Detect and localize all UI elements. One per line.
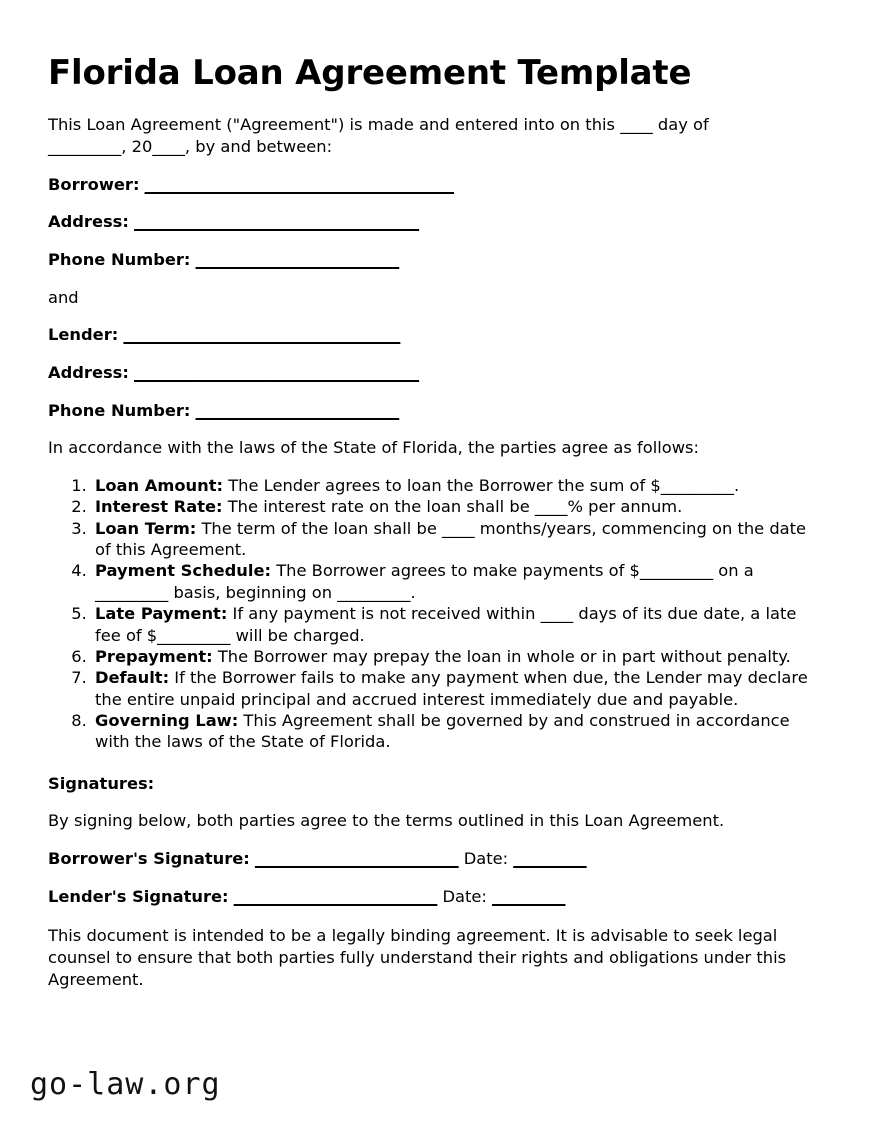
lender-phone-blank[interactable]: _________________________	[195, 400, 400, 420]
borrower-signature-label: Borrower's Signature:	[48, 848, 250, 868]
borrower-name-label: Borrower:	[48, 174, 140, 194]
borrower-phone-blank[interactable]: _________________________	[195, 250, 400, 270]
clause-term: Loan Amount:	[95, 476, 224, 496]
borrower-address-blank[interactable]: ___________________________________	[134, 212, 419, 232]
lender-phone-field	[48, 400, 821, 422]
borrower-address-label: Address:	[48, 212, 129, 232]
borrower-name-blank[interactable]: ______________________________________	[144, 174, 454, 194]
lender-signature-row	[48, 886, 821, 908]
list-item	[92, 560, 821, 603]
closing-disclaimer: This document is intended to be a legally binding agreement. It is advisable to seek legal counsel to ensure that both parties fully understand their rights and obligations under this Agreement.	[48, 926, 787, 989]
clause-term: Payment Schedule:	[95, 561, 272, 581]
lender-signature-label: Lender's Signature:	[48, 886, 229, 906]
borrower-signature-row	[48, 848, 821, 870]
lender-date-label: Date:	[442, 886, 487, 906]
clause-term: Loan Term:	[95, 518, 197, 538]
signature-statement: By signing below, both parties agree to the terms outlined in this Loan Agreement.	[48, 811, 725, 831]
clause-term: Default:	[95, 668, 170, 688]
lender-name-field	[48, 324, 821, 346]
lender-address-field	[48, 362, 821, 384]
list-item	[92, 646, 821, 667]
page-title: Florida Loan Agreement Template	[48, 53, 692, 93]
list-item	[92, 518, 821, 561]
clause-text: The interest rate on the loan shall be ____% per annum.	[222, 497, 683, 517]
list-item	[92, 710, 821, 753]
borrower-name-field	[48, 174, 821, 196]
borrower-address-field	[48, 211, 821, 233]
borrower-signature-blank[interactable]: _________________________	[254, 848, 459, 868]
lender-address-label: Address:	[48, 363, 129, 383]
clause-list	[48, 475, 821, 752]
accordance-paragraph: In accordance with the laws of the State of Florida, the parties agree as follows:	[48, 438, 699, 458]
borrower-date-label: Date:	[463, 848, 509, 868]
list-item	[92, 496, 821, 517]
clause-text: The term of the loan shall be ____ months/years, commencing on the date of this Agreement.	[95, 518, 807, 560]
list-item	[92, 667, 821, 710]
lender-name-label: Lender:	[48, 325, 119, 345]
clause-text: The Borrower may prepay the loan in whole or in part without penalty.	[212, 646, 791, 666]
lender-phone-label: Phone Number:	[48, 400, 191, 420]
borrower-date-blank[interactable]: _________	[513, 848, 587, 868]
signatures-heading: Signatures:	[48, 773, 155, 793]
clause-text: This Agreement shall be governed by and construed in accordance with the laws of the State of Florida.	[95, 710, 790, 752]
clause-text: The Lender agrees to loan the Borrower the sum of $_________.	[223, 476, 740, 496]
clause-text: The Borrower agrees to make payments of $_________ on a _________ basis, beginning on _________.	[95, 561, 754, 602]
clause-term: Governing Law:	[95, 710, 239, 730]
lender-date-blank[interactable]: _________	[492, 886, 566, 906]
clause-term: Late Payment:	[95, 604, 228, 624]
conjunction-text: and	[48, 287, 79, 307]
borrower-phone-label: Phone Number:	[48, 250, 191, 270]
list-item	[92, 603, 821, 646]
clause-term: Prepayment:	[95, 646, 213, 666]
site-watermark: go-law.org	[30, 1067, 221, 1102]
lender-name-blank[interactable]: __________________________________	[123, 325, 401, 345]
lender-address-blank[interactable]: ___________________________________	[134, 363, 419, 383]
lender-signature-blank[interactable]: _________________________	[233, 886, 438, 906]
clause-text: If the Borrower fails to make any payment when due, the Lender may declare the entire unpaid principal and accrued interest immediately due and payable.	[95, 668, 808, 709]
clause-text: If any payment is not received within ____ days of its due date, a late fee of $_________ will be charged.	[95, 604, 797, 645]
list-item	[92, 475, 821, 496]
intro-paragraph: This Loan Agreement ("Agreement") is made and entered into on this ____ day of _________, 20____, by and between:	[48, 115, 709, 157]
borrower-phone-field	[48, 249, 821, 271]
clause-term: Interest Rate:	[95, 497, 223, 517]
